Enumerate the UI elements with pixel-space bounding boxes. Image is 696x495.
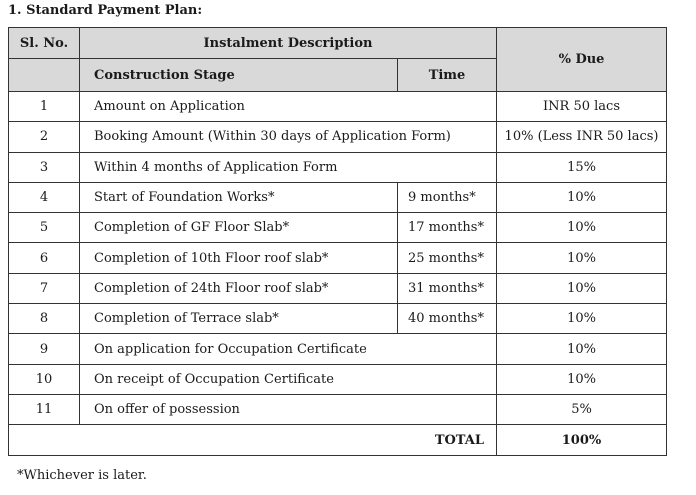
row-sl-no: 1 [9,92,80,122]
section-title: 1. Standard Payment Plan: [8,3,203,18]
table-row [9,213,667,243]
row-due: INR 50 lacs [497,92,667,122]
header-construction-stage: Construction Stage [80,59,398,92]
row-construction-stage: Completion of 10th Floor roof slab* [80,243,398,273]
table-row [9,273,667,303]
row-due: 5% [497,394,667,424]
table-row [9,364,667,394]
row-time: 31 months* [398,273,497,303]
row-construction-stage: On offer of possession [80,394,497,424]
row-sl-no: 6 [9,243,80,273]
total-value: 100% [497,425,667,456]
row-due: 10% [497,334,667,364]
row-due: 10% (Less INR 50 lacs) [497,122,667,152]
row-due: 10% [497,182,667,212]
row-due: 10% [497,273,667,303]
row-construction-stage: On receipt of Occupation Certificate [80,364,497,394]
row-construction-stage: Within 4 months of Application Form [80,152,497,182]
row-due: 10% [497,213,667,243]
payment-plan-table [8,27,667,456]
header-due: % Due [497,28,667,92]
row-construction-stage: Completion of 24th Floor roof slab* [80,273,398,303]
header-instalment-description: Instalment Description [80,28,497,59]
table-row [9,122,667,152]
row-construction-stage: Completion of GF Floor Slab* [80,213,398,243]
row-time: 25 months* [398,243,497,273]
row-construction-stage: On application for Occupation Certificate [80,334,497,364]
row-time: 17 months* [398,213,497,243]
table-row [9,394,667,424]
row-sl-no: 2 [9,122,80,152]
row-sl-no: 5 [9,213,80,243]
table-row [9,92,667,122]
row-sl-no: 11 [9,394,80,424]
header-sl-blank [9,59,80,92]
row-sl-no: 3 [9,152,80,182]
table-row [9,152,667,182]
header-sl-no: Sl. No. [9,28,80,59]
footnote: *Whichever is later. [17,468,147,483]
row-sl-no: 8 [9,304,80,334]
row-due: 10% [497,364,667,394]
table-row [9,304,667,334]
row-sl-no: 7 [9,273,80,303]
row-time: 40 months* [398,304,497,334]
row-construction-stage: Completion of Terrace slab* [80,304,398,334]
row-construction-stage: Start of Foundation Works* [80,182,398,212]
row-construction-stage: Booking Amount (Within 30 days of Application Form) [80,122,497,152]
header-time: Time [398,59,497,92]
row-due: 10% [497,304,667,334]
row-due: 15% [497,152,667,182]
row-due: 10% [497,243,667,273]
table-row [9,334,667,364]
table-body [9,92,667,425]
row-time: 9 months* [398,182,497,212]
row-sl-no: 9 [9,334,80,364]
table-row [9,243,667,273]
row-construction-stage: Amount on Application [80,92,497,122]
total-label: TOTAL [9,425,497,456]
table-row [9,182,667,212]
row-sl-no: 4 [9,182,80,212]
row-sl-no: 10 [9,364,80,394]
total-row [9,425,667,456]
